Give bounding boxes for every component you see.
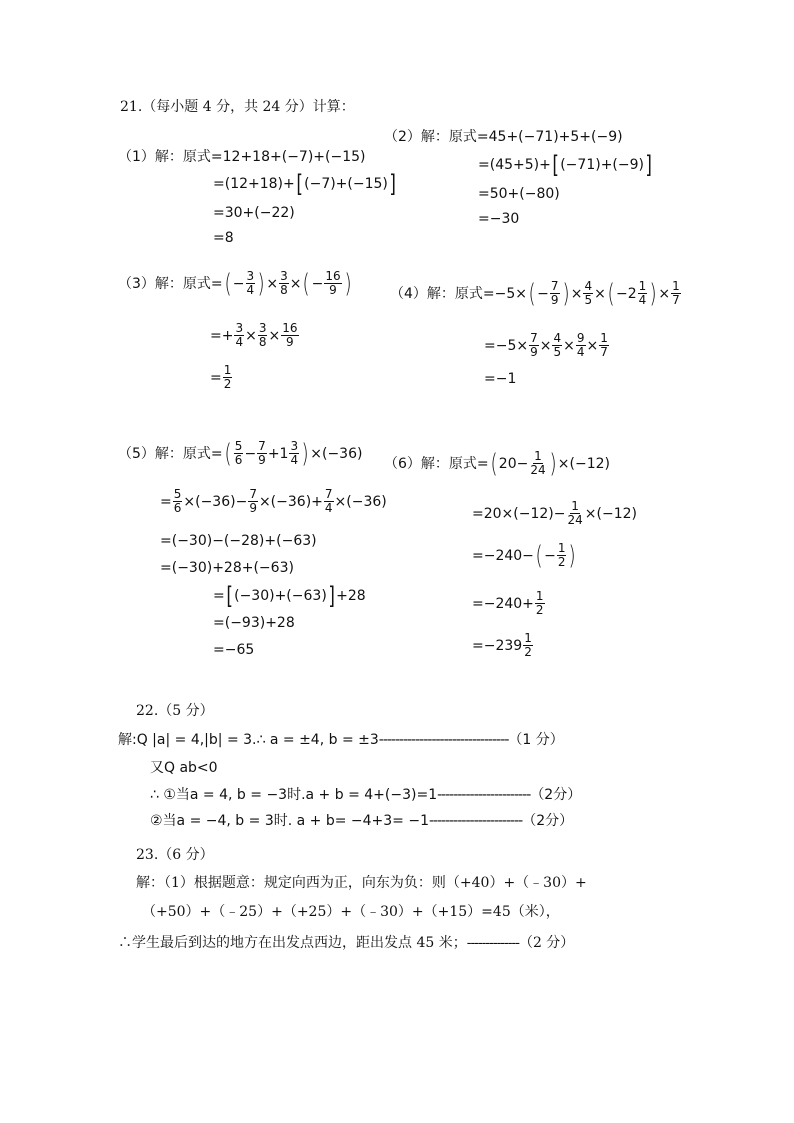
p1-line4: =8 [213, 230, 234, 246]
p2-line3: =50+(−80) [478, 186, 560, 202]
p6-line3: =−240− ( − $\frac{1}{2}$ ) [472, 540, 577, 571]
p1-line2-b: (−7)+(−15) [304, 176, 388, 192]
p5-frac1: $\frac{5}{6}$ [234, 439, 243, 467]
q21-heading: 21.（每小题 4 分，共 24 分）计算： [120, 99, 355, 115]
q23-line3-dashes: -------------- [466, 935, 519, 951]
p4-frac2: $\frac{4}{5}$ [584, 279, 593, 307]
q22-line1-text: 解:Q |a| = 4,|b| = 3.∴ a = ±4, b = ±3 [118, 732, 379, 748]
p2-line4: =−30 [478, 211, 520, 227]
p5-frac4: $\frac{5}{6}$ [173, 487, 182, 515]
p4-line1: （4）解：原式=−5× ( − $\frac{7}{9}$ ) × $\frac{4}{5}$ × ( −2 $\frac{1}{4}$ ) × $\frac{1}{7}$ [390, 278, 680, 309]
p5-frac5: $\frac{7}{9}$ [249, 487, 257, 515]
q22-line3-dashes: ----------------------- [437, 787, 531, 803]
q22-line4-text: ②当a = −4, b = 3时. a + b= −4+3= −1 [150, 813, 429, 829]
p3-label: （3）解：原式= [118, 275, 223, 292]
p5-frac6: $\frac{7}{4}$ [324, 487, 333, 515]
p5-line2: = $\frac{5}{6}$ ×(−36)− $\frac{7}{9}$ ×(−36)+ $\frac{7}{4}$ ×(−36) [160, 487, 387, 515]
p3-frac7: $\frac{1}{2}$ [223, 363, 232, 391]
p3-frac1: $\frac{3}{4}$ [246, 269, 255, 297]
p3-line1: （3）解：原式= ( − $\frac{3}{4}$ ) × $\frac{3}{8}$ × ( − $\frac{16}{9}$ ) [118, 268, 352, 299]
p4-frac6: $\frac{4}{5}$ [553, 331, 562, 359]
p6-frac4: $\frac{1}{2}$ [535, 589, 544, 617]
p3-frac5: $\frac{3}{8}$ [258, 321, 267, 349]
q22-line3-score: （2分） [530, 787, 582, 803]
p1-line1: （1）解：原式=12+18+(−7)+(−15) [118, 149, 366, 165]
q22-line1 [118, 733, 564, 747]
p6-line1: （6）解：原式= ( 20− $\frac{1}{24}$ ) ×(−12) [384, 448, 610, 479]
p2-line2-a: =(45+5)+ [478, 157, 551, 173]
q22-line1-score: （1 分） [508, 732, 564, 748]
p4-frac4: $\frac{1}{7}$ [672, 279, 680, 307]
p6-line4: =−240+ $\frac{1}{2}$ [472, 589, 544, 617]
p6-line5: =−239 $\frac{1}{2}$ [472, 631, 532, 659]
p4-frac7: $\frac{9}{4}$ [576, 331, 585, 359]
q23-line3 [118, 936, 574, 950]
p6-frac5: $\frac{1}{2}$ [524, 631, 532, 659]
p5-line3: =(−30)−(−28)+(−63) [160, 533, 317, 549]
q23-line3-text: ∴学生最后到达的地方在出发点西边，距出发点 45 米； [118, 935, 467, 951]
p6-line2: =20×(−12)− $\frac{1}{24}$ ×(−12) [472, 499, 637, 527]
p1-line2-a: =(12+18)+ [213, 176, 295, 192]
p3-line2: =+ $\frac{3}{4}$ × $\frac{3}{8}$ × $\frac{16}{9}$ [210, 321, 298, 349]
q23-line1: 解：（1）根据题意：规定向西为正，向东为负：则（+40）+（﹣30）+ [136, 875, 587, 891]
p4-frac5: $\frac{7}{9}$ [530, 331, 538, 359]
p3-line3: = $\frac{1}{2}$ [210, 363, 232, 391]
p3-frac6: $\frac{16}{9}$ [282, 321, 298, 349]
p2-line2-b: (−71)+(−9) [560, 157, 644, 173]
p4-line3: =−1 [484, 371, 517, 387]
p5-label: （5）解：原式= [118, 445, 223, 462]
p6-label: （6）解：原式= [384, 455, 489, 472]
p5-frac2: $\frac{7}{9}$ [258, 439, 266, 467]
p2-line1: （2）解：原式=45+(−71)+5+(−9) [384, 129, 623, 145]
p5-line6: =(−93)+28 [213, 615, 295, 631]
p1-line3: =30+(−22) [213, 205, 295, 221]
q23-line3-score: （2 分） [518, 935, 575, 951]
p4-frac1: $\frac{7}{9}$ [550, 279, 559, 307]
p3-frac3: $\frac{16}{9}$ [325, 269, 341, 297]
p6-frac3: $\frac{1}{2}$ [557, 541, 566, 569]
q22-line3 [150, 788, 581, 802]
p4-label: （4）解：原式=−5× [390, 285, 528, 302]
q22-line4-score: （2分） [522, 813, 574, 829]
p1-line2: =(12+18)+[(−7)+(−15)] [213, 170, 396, 198]
p4-frac3: $\frac{1}{4}$ [638, 279, 647, 307]
p5-line1: （5）解：原式= ( $\frac{5}{6}$ − $\frac{7}{9}$ +1 $\frac{3}{4}$ ) ×(−36) [118, 438, 363, 469]
p2-line2: =(45+5)+[(−71)+(−9)] [478, 151, 652, 179]
q23-heading: 23.（6 分） [136, 847, 214, 863]
p5-line7: =−65 [213, 642, 255, 658]
p3-frac2: $\frac{3}{8}$ [280, 269, 288, 297]
q22-line3-text: ∴ ①当a = 4, b = −3时.a + b = 4+(−3)=1 [150, 787, 438, 803]
p6-frac1: $\frac{1}{24}$ [530, 449, 546, 477]
q22-line4 [150, 814, 573, 828]
p6-frac2: $\frac{1}{24}$ [567, 499, 583, 527]
p5-line4: =(−30)+28+(−63) [160, 560, 294, 576]
p5-line5: =[(−30)+(−63)]+28 [213, 582, 366, 610]
p5-frac3: $\frac{3}{4}$ [290, 439, 299, 467]
p3-frac4: $\frac{3}{4}$ [235, 321, 244, 349]
q22-line1-dashes: -------------------------------- [378, 732, 509, 748]
p4-line2: =−5× $\frac{7}{9}$ × $\frac{4}{5}$ × $\frac{9}{4}$ × $\frac{1}{7}$ [484, 331, 608, 359]
q23-line2: （+50）+（﹣25）+（+25）+（﹣30）+（+15）=45（米）， [142, 904, 560, 920]
q22-line4-dashes: ----------------------- [429, 813, 523, 829]
p4-frac8: $\frac{1}{7}$ [600, 331, 608, 359]
q22-line2: 又Q ab<0 [150, 760, 218, 776]
q22-heading: 22.（5 分） [136, 703, 214, 719]
